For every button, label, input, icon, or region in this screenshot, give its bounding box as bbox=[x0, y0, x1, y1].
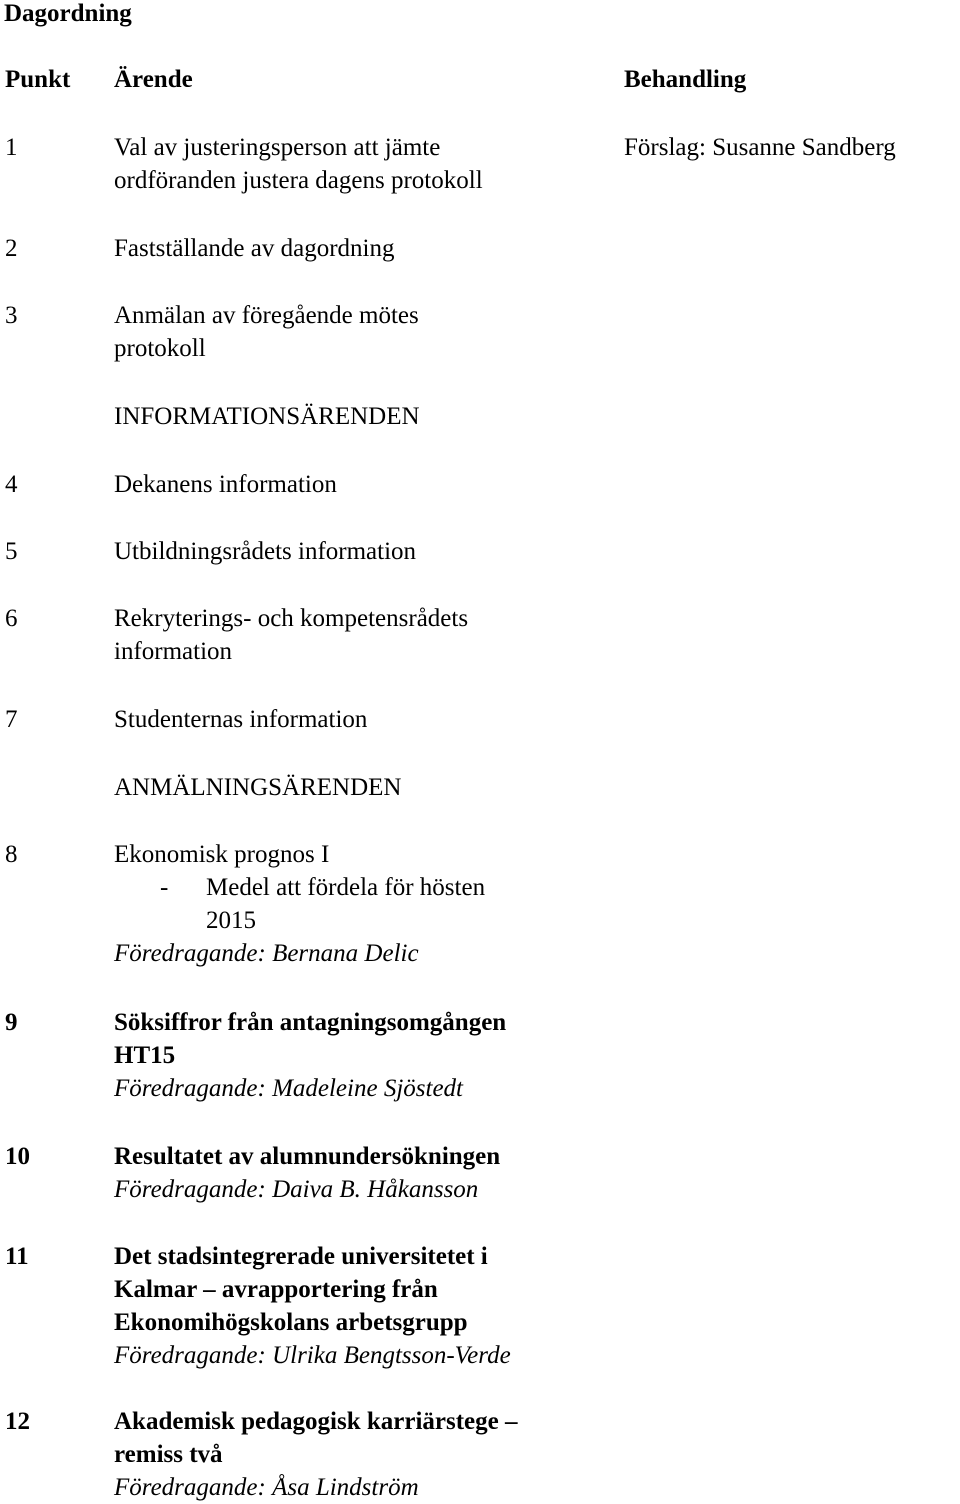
section-notification: ANMÄLNINGSÄRENDEN bbox=[114, 774, 402, 801]
item-number: 3 bbox=[5, 302, 18, 329]
item-presenter: Föredragande: Åsa Lindström bbox=[114, 1474, 419, 1501]
item-number: 4 bbox=[5, 471, 18, 498]
header-behandling: Behandling bbox=[624, 66, 747, 93]
item-number: 9 bbox=[5, 1009, 18, 1036]
item-title: Söksiffror från antagningsomgången HT15 Föredragande: Madeleine Sjöstedt bbox=[114, 1006, 594, 1105]
item-title: Utbildningsrådets information bbox=[114, 538, 417, 565]
item-title: Studenternas information bbox=[114, 706, 368, 733]
item-number: 2 bbox=[5, 235, 18, 262]
item-number: 5 bbox=[5, 538, 18, 565]
item-number: 7 bbox=[5, 706, 18, 733]
section-information: INFORMATIONSÄRENDEN bbox=[114, 403, 420, 430]
page-title: Dagordning bbox=[4, 0, 132, 27]
item-title: Rekryterings- och kompetensrådets information bbox=[114, 605, 469, 665]
item-title: Dekanens information bbox=[114, 471, 337, 498]
item-presenter: Föredragande: Bernana Delic bbox=[114, 940, 419, 967]
item-title: Resultatet av alumnundersökningen Föredragande: Daiva B. Håkansson bbox=[114, 1140, 594, 1206]
item-title: Det stadsintegrerade universitetet i Kalmar – avrapportering från Ekonomihögskolans arbetsgrupp Föredragande: Ulrika Bengtsson-Verde bbox=[114, 1240, 594, 1372]
sub-point-dash: - bbox=[160, 874, 169, 901]
item-title: Val av justeringsperson att jämte ordföranden justera dagens protokoll bbox=[114, 134, 483, 194]
table-header bbox=[0, 63, 960, 97]
item-number: 12 bbox=[5, 1408, 30, 1435]
item-presenter: Föredragande: Madeleine Sjöstedt bbox=[114, 1075, 463, 1102]
item-title: Ekonomisk prognos I bbox=[114, 841, 330, 868]
header-arende: Ärende bbox=[114, 66, 193, 93]
item-title: Akademisk pedagogisk karriärstege – remiss två Föredragande: Åsa Lindström bbox=[114, 1405, 594, 1504]
item-presenter: Föredragande: Daiva B. Håkansson bbox=[114, 1176, 479, 1203]
item-number: 11 bbox=[5, 1243, 29, 1270]
item-number: 1 bbox=[5, 134, 18, 161]
header-punkt: Punkt bbox=[5, 66, 71, 93]
item-treatment: Förslag: Susanne Sandberg bbox=[624, 134, 896, 161]
item-presenter: Föredragande: Ulrika Bengtsson-Verde bbox=[114, 1342, 511, 1369]
item-number: 10 bbox=[5, 1143, 30, 1170]
item-title: Anmälan av föregående mötes protokoll bbox=[114, 302, 419, 362]
item-number: 8 bbox=[5, 841, 18, 868]
item-number: 6 bbox=[5, 605, 18, 632]
item-title: Fastställande av dagordning bbox=[114, 235, 395, 262]
